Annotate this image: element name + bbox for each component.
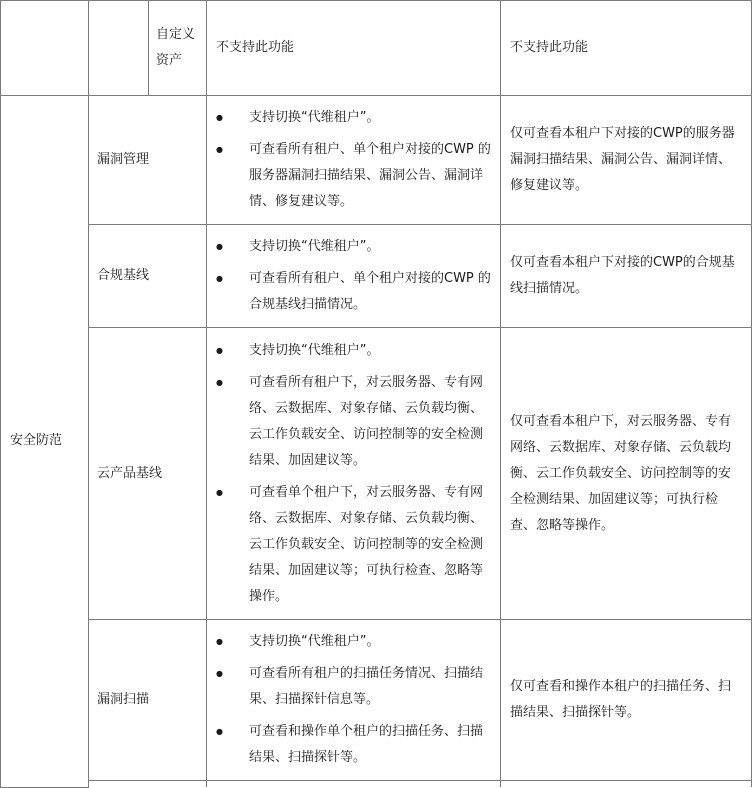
table-row-compliance-baseline [1, 225, 752, 328]
section-label: 安全防范 [1, 96, 89, 788]
single-tenant-cell: 仅可查看本租户下，对云服务器、专有网络、云数据库、对象存储、云负载均衡、云工作负载安全、访问控制等的安全检测结果、加固建议等；可执行检查、忽略等操作。 [501, 328, 752, 620]
list-item: ● 支持切换“代维租户”。 [207, 629, 500, 655]
single-tenant-cell: 仅可查看本租户下对接的CWP的合规基线扫描情况。 [501, 225, 752, 328]
feature-name: 云产品基线 [89, 328, 207, 620]
bullet-list [207, 234, 500, 318]
sub-label-custom-asset: 自定义资产 [149, 1, 207, 96]
list-item: ● 可查看单个租户下，对云服务器、专有网络、云数据库、对象存储、云负载均衡、云工作负载安全、访问控制等的安全检测结果、加固建议等；可执行检查、忽略等操作。 [207, 480, 500, 610]
bullet-list [207, 105, 500, 215]
multi-tenant-cell [207, 225, 501, 328]
list-item: ● 可查看和操作单个租户的扫描任务、扫描结果、扫描探针等。 [207, 719, 500, 771]
list-item: ● 可查看所有租户下，对云服务器、专有网络、云数据库、对象存储、云负载均衡、云工作负载安全、访问控制等的安全检测结果、加固建议等。 [207, 370, 500, 474]
empty-cell [207, 781, 501, 788]
list-item: ● 可查看所有租户、单个租户对接的CWP 的合规基线扫描情况。 [207, 266, 500, 318]
single-tenant-cell: 不支持此功能 [501, 1, 752, 96]
bullet-list [207, 338, 500, 610]
multi-tenant-cell [207, 96, 501, 225]
single-tenant-cell: 仅可查看本租户下对接的CWP的服务器漏洞扫描结果、漏洞公告、漏洞详情、修复建议等。 [501, 96, 752, 225]
list-item: ● 可查看所有租户、单个租户对接的CWP 的服务器漏洞扫描结果、漏洞公告、漏洞详情、修复建议等。 [207, 137, 500, 215]
bullet-list [207, 629, 500, 771]
feature-name: 漏洞扫描 [89, 620, 207, 781]
multi-tenant-cell: 不支持此功能 [207, 1, 501, 96]
empty-cell [1, 1, 89, 96]
list-item: ● 支持切换“代维租户”。 [207, 105, 500, 131]
feature-name: 漏洞管理 [89, 96, 207, 225]
multi-tenant-cell [207, 328, 501, 620]
table-row-vuln-scan [1, 620, 752, 781]
multi-tenant-cell [207, 620, 501, 781]
list-item: ● 支持切换“代维租户”。 [207, 338, 500, 364]
table-row-continuation [1, 781, 752, 788]
feature-name: 合规基线 [89, 225, 207, 328]
single-tenant-cell: 仅可查看和操作本租户的扫描任务、扫描结果、扫描探针等。 [501, 620, 752, 781]
list-item: ● 可查看所有租户的扫描任务情况、扫描结果、扫描探针信息等。 [207, 661, 500, 713]
list-item: ● 支持切换“代维租户”。 [207, 234, 500, 260]
table-row-custom-asset [1, 1, 752, 96]
empty-cell [501, 781, 752, 788]
table-row-vuln-management [1, 96, 752, 225]
empty-cell [89, 781, 207, 788]
table-row-cloud-baseline [1, 328, 752, 620]
empty-cell [89, 1, 149, 96]
